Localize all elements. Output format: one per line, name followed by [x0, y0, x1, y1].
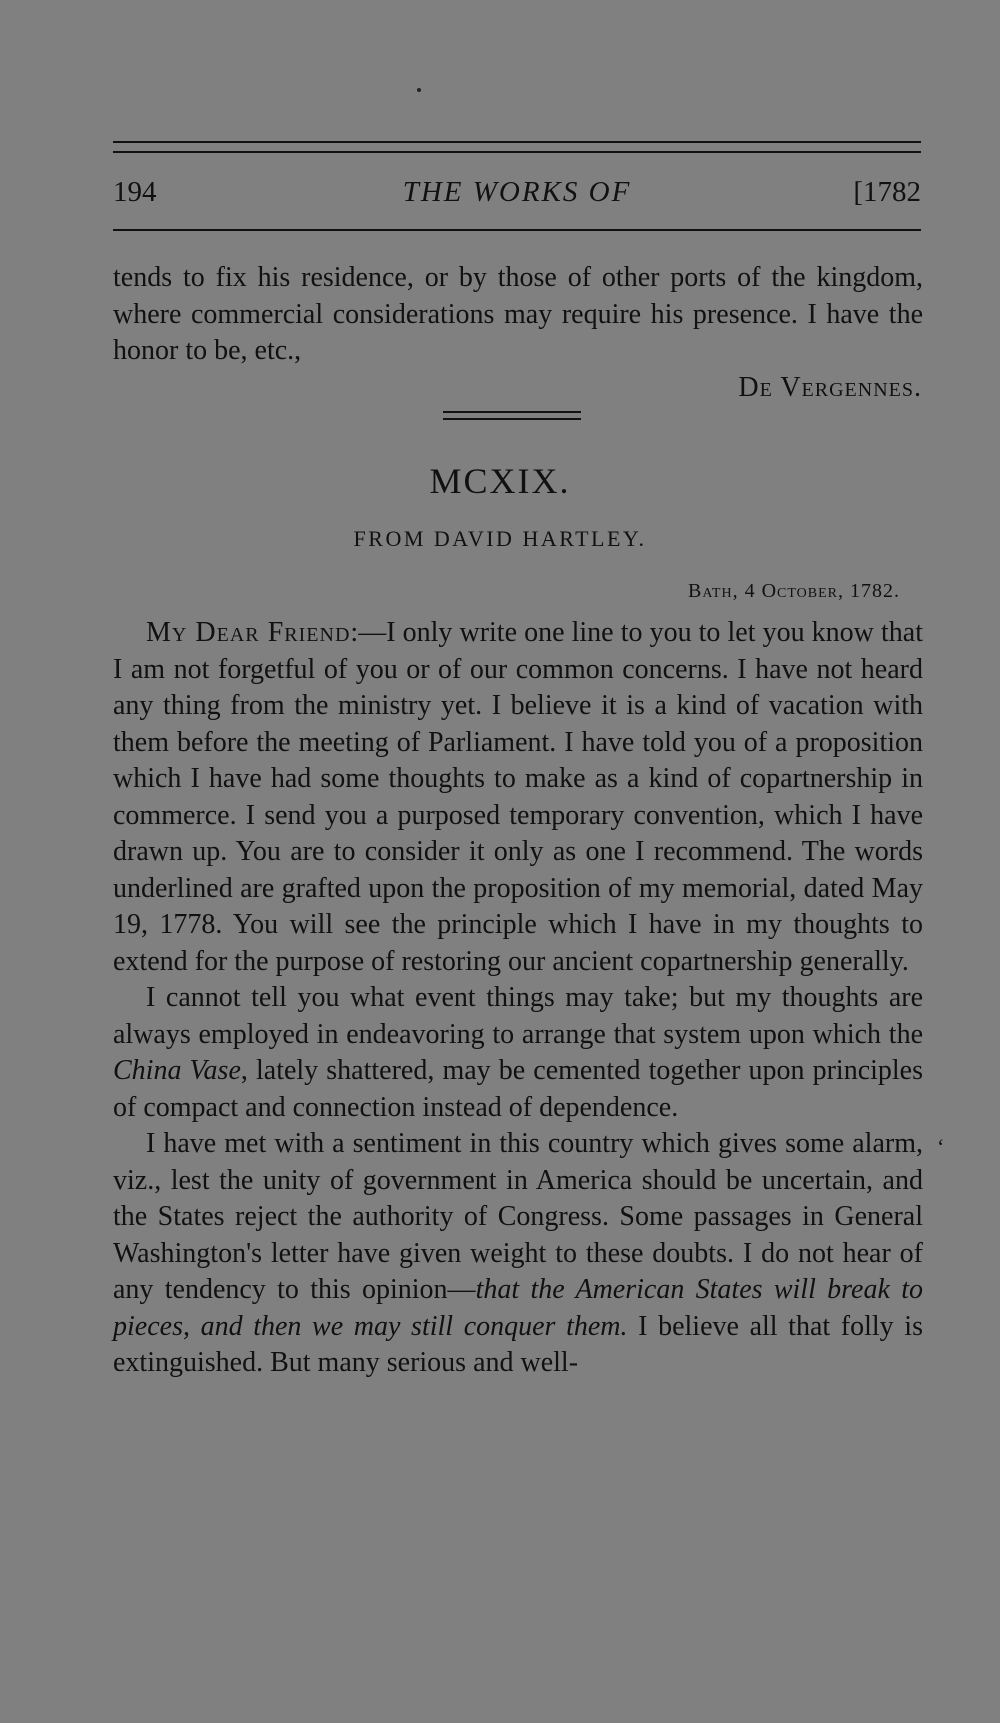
salutation: My Dear Friend [146, 617, 351, 648]
paragraph-3-text-start: I have met with a sentiment in this country which gives some alarm, viz., lest the unity of government in America should be uncertain, and the States reject the authority of Congress. Some passages in General Washington's letter have given weight to these doubts. I do not hear of any tendency to this opinion— [113, 1128, 923, 1305]
paragraph-1-text: :—I only write one line to you to let you know that I am not forgetful of you or of our common concerns. I have not heard any thing from the ministry yet. I believe it is a kind of vacation with them before the meeting of Parliament. I have told you of a proposition which I have had some thoughts to make as a kind of copartnership in commerce. I send you a purposed temporary convention, which I have drawn up. You are to consider it only as one I recommend. The words underlined are grafted upon the proposition of my memorial, dated May 19, 1778. You will see the principle which I have in my thoughts to extend for the purpose of restoring our ancient copartnership generally. [113, 617, 923, 977]
header-bottom-rule [113, 229, 921, 231]
ink-speck [417, 88, 421, 92]
running-header [113, 176, 921, 216]
previous-letter-text: tends to fix his residence, or by those of other ports of the kingdom, where commercial considerations may require his presence. I have the honor to be, etc., [113, 262, 923, 366]
running-title: THE WORKS OF [402, 176, 632, 208]
underlined-passage-italic: that the American States will break to pieces, and then we may still conquer them. [113, 1274, 923, 1342]
section-divider-bottom [443, 418, 581, 420]
margin-mark: ‘ [937, 1134, 945, 1159]
letter-paragraph-2 [113, 980, 923, 1126]
letter-paragraph-1 [113, 615, 923, 980]
china-vase-italic: China Vase [113, 1055, 241, 1086]
letter-dateline: Bath, 4 October, 1782. [688, 580, 900, 602]
header-top-rule-second [113, 151, 921, 153]
letter-number: MCXIX. [429, 461, 571, 501]
section-divider-top [443, 411, 581, 413]
paragraph-3-text-end: I believe all that folly is extinguished. But many serious and well- [113, 1310, 923, 1378]
previous-letter-signature: De Vergennes. [738, 371, 922, 403]
previous-letter-ending [113, 260, 923, 406]
letter-body [113, 615, 923, 1382]
letter-from: FROM DAVID HARTLEY. [353, 526, 647, 551]
header-top-rule [113, 141, 921, 143]
page-number: 194 [113, 176, 157, 208]
letter-paragraph-3 [113, 1126, 923, 1382]
paragraph-2-text-start: I cannot tell you what event things may take; but my thoughts are always employed in endeavoring to arrange that system upon which the [113, 982, 923, 1050]
paragraph-2-text-end: , lately shattered, may be cemented together upon principles of compact and connection instead of dependence. [113, 1055, 924, 1123]
year-marker: [1782 [853, 176, 921, 208]
